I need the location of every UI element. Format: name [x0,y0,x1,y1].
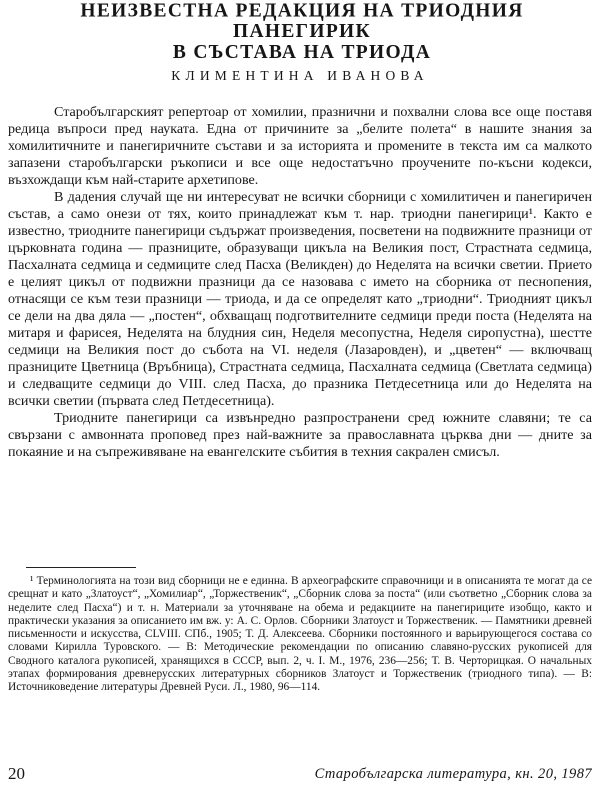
footnote [8,575,592,695]
journal-citation: Старобългарска литература, кн. 20, 1987 [314,766,592,782]
title-line-2: В СЪСТАВА НА ТРИОДА [172,41,432,64]
footnote-text: ¹ Терминологията на този вид сборници не е единна. В археографските справочници и в описанията те могат да се срещнат и като „Златоуст“, „Хомилиар“, „Торжественик“, „Сборник слова за поста“ (или съответно „Сборник слова за неделите след Пасха“) и т. н. Материали за уточняване на обема и редакциите на панегириците изобщо, както и практически указания за описанието им вж. у: А. С. Орлов. Сборники Златоуст и Торжественик. — Памятники древней письменности и искусства, CLVIII. СПб., 1905; Т. Д. Алексеева. Сборники постоянного и варьирующегося состава со словами Кирилла Туровского. — В: Методические рекомендации по описанию славяно-русских рукописей для Сводного каталога рукописей, хранящихся в СССР, вып. 2, ч. I. М., 1976, 236—256; Т. В. Черторицкая. О начальных этапах формирования древнерусских литературных сборников Златоуст и Торжественик (триодного типа). — В: Источниковедение литературы Древней Руси. Л., 1980, 96—114. [8,575,592,694]
page-footer [8,764,592,786]
paragraph-3: Триодните панегирици са извънредно разпространени сред южните славяни; те са свързани с амвонната проповед през най-важните за православната църква дни — дните за покаяние и на съпреживяване на евангелските събития в техния сакрален смисъл. [8,410,592,460]
footnote-divider [26,567,136,568]
paragraph-2: В дадения случай ще ни интересуват не всички сборници с хомилитичен и панегиричен състав, а само онези от тях, които принадлежат към т. нар. триодни панегирици¹. Както е известно, триодните панегирици съдържат произведения, посветени на подвижните празници от църковната година — празниците, образуващи цикъла на Великия пост, Страстната седмица, Пасхалната седмица и седмиците след Пасха (Великден) до Неделята на всички светии. Прието е целият цикъл от подвижни празници да се назовава с името на сборника от песнопения, отнасящи се към тези празници — триода, и да се определят като „триодни“. Триодният цикъл се дели на два дяла — „постен“, обхващащ подготвителните седмици преди поста (Неделята на митаря и фарисея, Неделята на блудния син, Неделя месопустна, Неделя сиропустна), шестте седмици на Великия пост до събота на VI. неделя (Лазаровден), и „цветен“ — включващ празниците Цветница (Връбница), Страстната седмица, Пасхалната седмица (Светлата седмица) и следващите седмици до VIII. след Пасха, до празника Петдесетница или до Неделята на всички светии (първата след Петдесетница). [8,189,592,409]
paragraph-1: Старобългарският репертоар от хомилии, празнични и похвални слова все още поставя редица въпроси пред науката. Една от причините за „белите полета“ в нашите знания за хомилитичните и панегиричните състави и за историята и промените в текста им са малкото запазени старобългарски ръкописи и все още недостатъчно проучените по-късни кодекси, възхождащи към най-старите архетипове. [8,104,592,188]
article-body [8,104,592,461]
author-name: КЛИМЕНТИНА ИВАНОВА [171,68,429,83]
article-title [12,1,592,63]
title-line-1: НЕИЗВЕСТНА РЕДАКЦИЯ НА ТРИОДНИЯ ПАНЕГИРИК [80,0,524,43]
page-number: 20 [8,764,25,783]
